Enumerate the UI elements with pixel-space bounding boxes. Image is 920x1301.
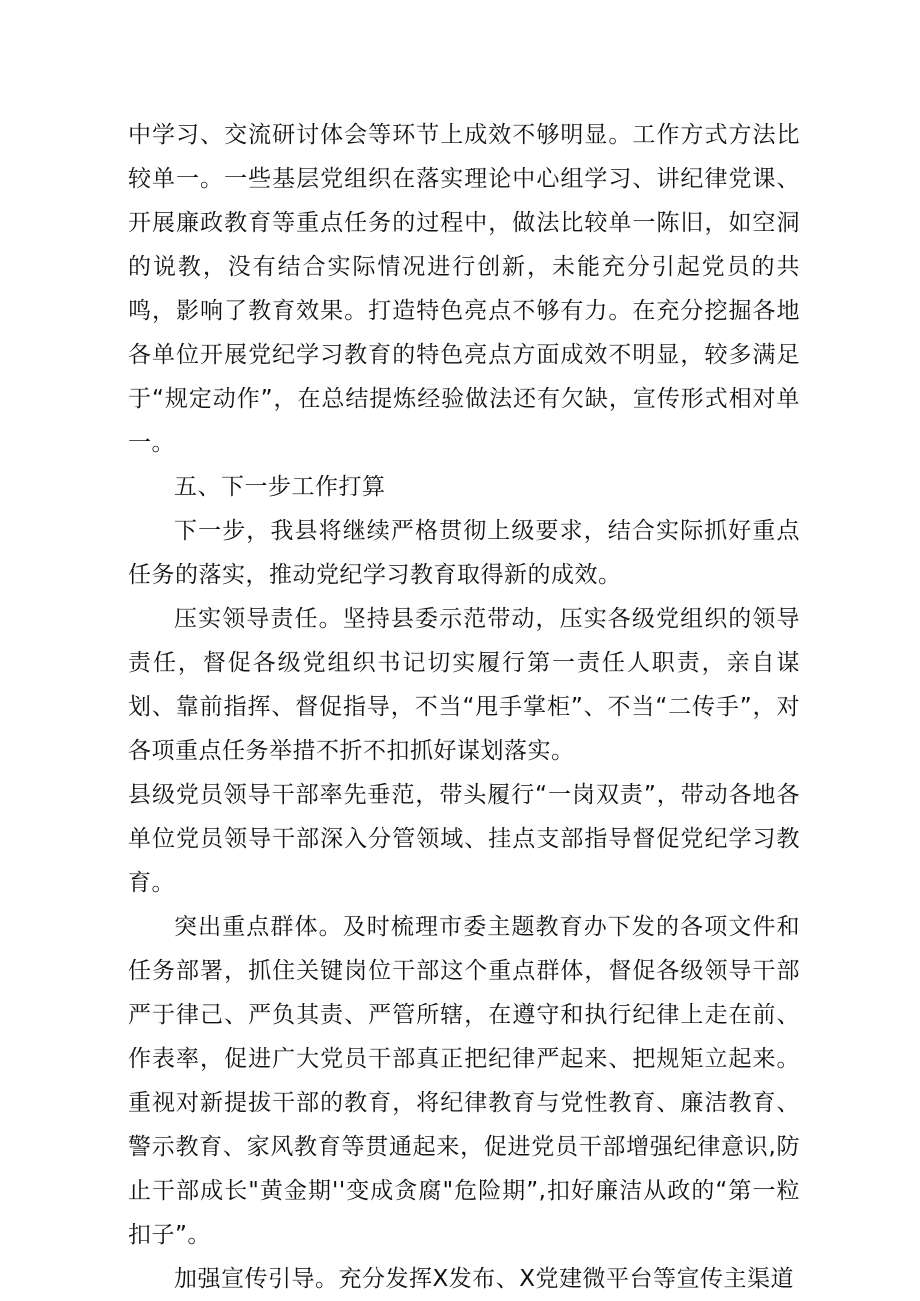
document-body [128,113,800,1301]
paragraph-problems: 中学习、交流研讨体会等环节上成效不够明显。工作方式方法比较单一。一些基层党组织在落实理论中心组学习、讲纪律党课、开展廉政教育等重点任务的过程中，做法比较单一陈旧，如空洞的说教，没有结合实际情况进行创新，未能充分引起党员的共鸣，影响了教育效果。打造特色亮点不够有力。在充分挖掘各地各单位开展党纪学习教育的特色亮点方面成效不明显，较多满足于“规定动作”，在总结提炼经验做法还有欠缺，宣传形式相对单一。 [128,122,800,456]
paragraph-leadership-responsibility: 压实领导责任。坚持县委示范带动，压实各级党组织的领导责任，督促各级党组织书记切实履行第一责任人职责，亲自谋划、靠前指挥、督促指导，不当“甩手掌柜”、不当“二传手”，对各项重点任务举措不折不扣抓好谋划落实。 [128,606,800,764]
paragraph-county-leaders: 县级党员领导干部率先垂范，带头履行“一岗双责”，带动各地各单位党员领导干部深入分管领域、挂点支部指导督促党纪学习教育。 [128,782,800,896]
section-heading: 五、下一步工作打算 [174,474,386,500]
paragraph-next-step: 下一步，我县将继续严格贯彻上级要求，结合实际抓好重点任务的落实，推动党纪学习教育取得新的成效。 [128,518,800,588]
paragraph-publicity: 加强宣传引导。充分发挥X发布、X党建微平台等宣传主渠道 [174,1266,795,1292]
paragraph-key-groups: 突出重点群体。及时梳理市委主题教育办下发的各项文件和任务部署，抓住关键岗位干部这个重点群体，督促各级领导干部严于律己、严负其责、严管所辖，在遵守和执行纪律上走在前、作表率，促进广大党员干部真正把纪律严起来、把规矩立起来。重视对新提拔干部的教育，将纪律教育与党性教育、廉洁教育、警示教育、家风教育等贯通起来，促进党员干部增强纪律意识,防止干部成长"黄金期''变成贪腐"危险期”,扣好廉洁从政的“第一粒扣子”。 [128,914,800,1248]
